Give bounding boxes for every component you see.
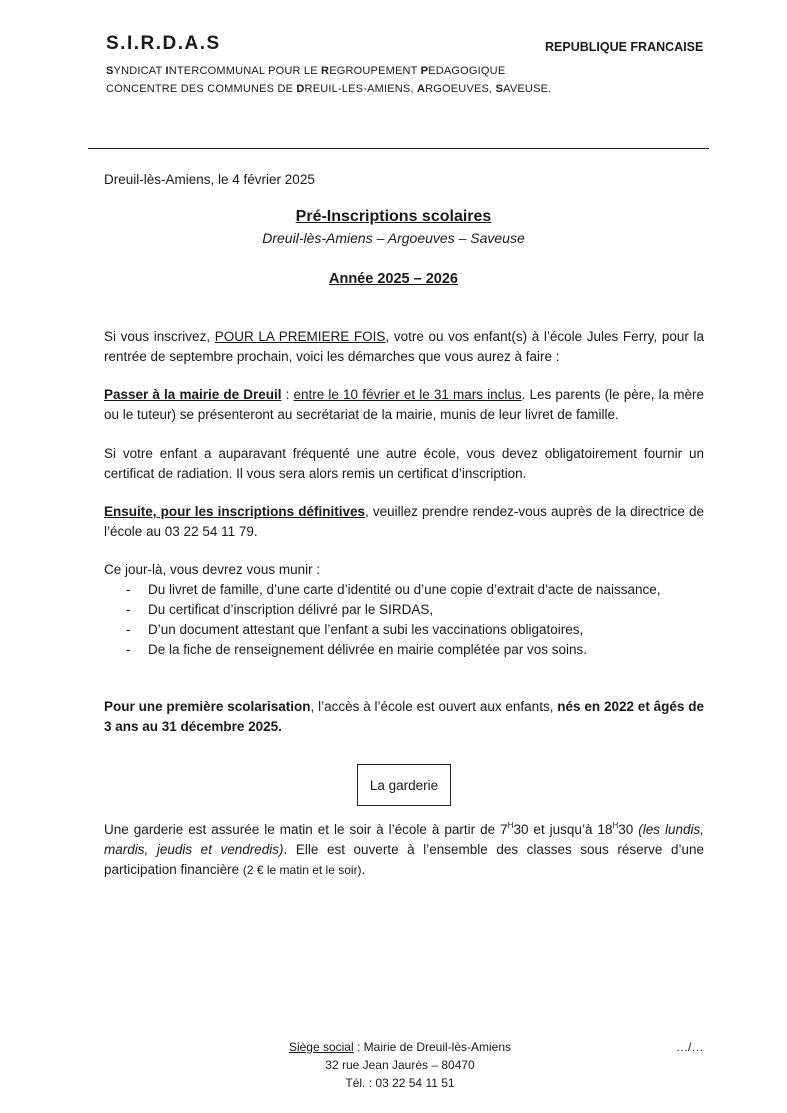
first-school-emphasis: Pour une première scolarisation (104, 699, 311, 714)
intro-emphasis: POUR LA PREMIERE FOIS (214, 329, 386, 344)
school-year: Année 2025 – 2026 (329, 271, 458, 287)
list-item-text: Du certificat d’inscription délivré par le SIRDAS, (148, 602, 434, 617)
org-name: S.I.R.D.A.S (106, 33, 221, 54)
garderie-text: . Elle est ouverte à l’ensemble des classes sous réserve d’une participation financière (104, 842, 704, 877)
step1-text: : (281, 387, 294, 402)
subline1-cap: I (165, 65, 169, 77)
intro-text: Si vous inscrivez, (104, 329, 215, 344)
list-item-text: De la fiche de renseignement délivrée en mairie complétée par vos soins. (148, 642, 587, 657)
intro-paragraph (104, 327, 704, 367)
subline1-text: EDAGOGIQUE (428, 65, 506, 77)
hour-superscript: H (612, 821, 619, 830)
garderie-text: 30 (618, 822, 639, 837)
subline1-text: NTERCOMMUNAL POUR LE (168, 65, 322, 77)
first-school-paragraph (104, 697, 704, 737)
subline1-text: YNDICAT (113, 65, 166, 77)
step1-paragraph (104, 385, 704, 425)
garderie-text: . (361, 862, 366, 877)
step1-label: Passer à la mairie de Dreuil (104, 387, 282, 402)
list-item (126, 620, 704, 640)
first-school-emphasis: nés en 2022 et âgés de 3 ans au 31 décembre 2025. (104, 699, 704, 734)
header-divider (88, 148, 709, 149)
step1-dates: entre le 10 février et le 31 mars inclus (293, 387, 522, 402)
garderie-days: (les lundis, mardis, jeudis et vendredis) (104, 822, 704, 857)
list-item-text: D’un document attestant que l’enfant a subi les vaccinations obligatoires, (148, 622, 584, 637)
date-line: Dreuil-lès-Amiens, le 4 février 2025 (104, 172, 315, 187)
subline2-text: AVEUSE. (503, 83, 552, 95)
subline1-cap: S (106, 65, 114, 77)
org-subline-1 (106, 65, 505, 77)
footer-text: : Mairie de Dreuil-lès-Amiens (353, 1040, 512, 1054)
footer-line-2: 32 rue Jean Jaurès – 80470 (325, 1058, 475, 1072)
step1-paragraph-2: Si votre enfant a auparavant fréquenté une autre école, vous devez obligatoirement fournir un certificat de radiation. Il vous sera alors remis un certificat d’inscription. (104, 446, 704, 481)
list-item (126, 580, 704, 600)
page-title: Pré-Inscriptions scolaires (295, 208, 492, 225)
subline2-text: RGOEUVES, (425, 83, 496, 95)
subline1-cap: P (420, 65, 429, 77)
list-item (126, 600, 704, 620)
dash-bullet: - (126, 582, 131, 597)
list-item-text: Du livret de famille, d’une carte d’identité ou d’une copie d’extrait d’acte de naissance, (148, 582, 661, 597)
dash-bullet: - (126, 602, 131, 617)
footer-address (200, 1038, 600, 1092)
subline1-cap: R (321, 65, 330, 77)
garderie-heading: La garderie (369, 777, 439, 793)
subline2-text: CONCENTRE DES COMMUNES DE (106, 83, 297, 95)
page-subtitle: Dreuil-lès-Amiens – Argoeuves – Saveuse (262, 230, 525, 246)
footer-line-1 (200, 1038, 600, 1056)
garderie-paragraph (104, 816, 704, 880)
footer-label: Siège social (288, 1040, 354, 1054)
step2-label: Ensuite, pour les inscriptions définitives (104, 504, 365, 519)
garderie-text: Une garderie est assurée le matin et le soir à l’école à partir de 7 (104, 822, 508, 837)
republic-label: REPUBLIQUE FRANCAISE (545, 40, 704, 54)
garderie-price: (2 € le matin et le soir) (242, 863, 362, 877)
page-continuation: …/… (676, 1040, 704, 1054)
step2-paragraph (104, 502, 704, 542)
garderie-heading-box (357, 764, 451, 806)
documents-list (126, 580, 704, 660)
step1-text: . Les parents (le père, la mère ou le tuteur) se présenteront au secrétariat de la mairie, munis de leur livret de famille. (104, 387, 704, 422)
subline2-cap: A (416, 83, 426, 95)
intro-text: , votre ou vos enfant(s) à l’école Jules Ferry, pour la rentrée de septembre prochain, voici les démarches que vous aurez à faire : (104, 329, 704, 364)
subline1-text: EGROUPEMENT (329, 65, 421, 77)
footer-line-3: Tél. : 03 22 54 11 51 (345, 1076, 455, 1090)
hour-superscript: H (507, 821, 514, 830)
first-school-text: , l’accès à l’école est ouvert aux enfants, (310, 699, 558, 714)
subline2-cap: D (296, 83, 305, 95)
list-item (126, 640, 704, 660)
org-subline-2 (106, 83, 551, 95)
dash-bullet: - (126, 622, 131, 637)
step2-text: , veuillez prendre rendez-vous auprès de la directrice de l’école au 03 22 54 11 79. (104, 504, 704, 539)
subline2-cap: S (495, 83, 504, 95)
garderie-text: 30 et jusqu’à 18 (513, 822, 613, 837)
documents-intro: Ce jour-là, vous devrez vous munir : (104, 562, 321, 577)
subline2-text: REUIL-LES-AMIENS, (304, 83, 417, 95)
dash-bullet: - (126, 642, 131, 657)
